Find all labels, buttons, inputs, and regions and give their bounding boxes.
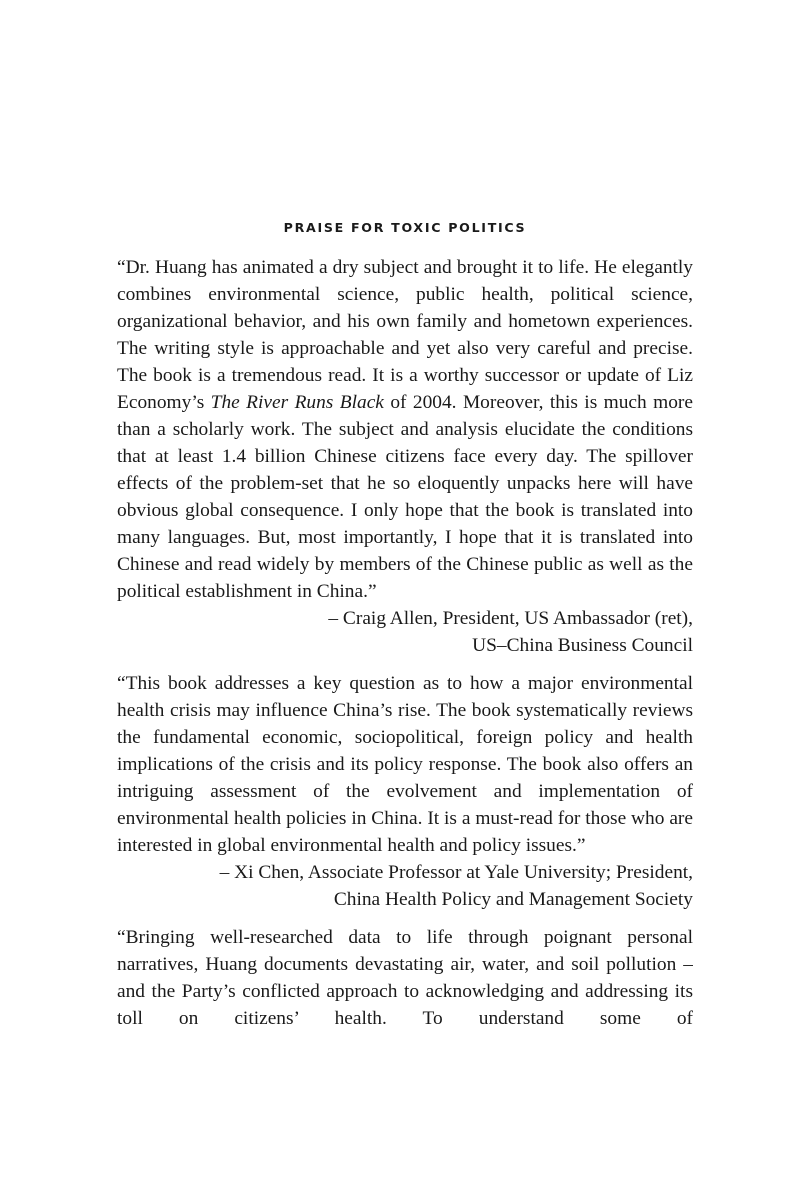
quote-text-part: “Dr. Huang has animated a dry subject and brought it to life. He elegantly combines environmental science, public health, political science, organizational behavior, and his own family and hometown experiences. The writing style is approachable and yet also very careful and precise. The book is a tremendous read. It is a worthy successor or update of Liz Economy’s [117,257,693,413]
attribution-line: – Xi Chen, Associate Professor at Yale University; President, [219,862,693,883]
page-heading: PRAISE FOR TOXIC POLITICS [283,220,527,235]
quote-attribution [117,605,693,659]
attribution-line: – Craig Allen, President, US Ambassador (ret), [328,608,693,629]
attribution-line: US–China Business Council [472,635,693,656]
quote-text: “This book addresses a key question as to how a major environmental health crisis may influence China’s rise. The book systematically reviews the fundamental economic, sociopolitical, foreign policy and health implications of the crisis and its policy response. The book also offers an intriguing assessment of the evolvement and implementation of environmental health policies in China. It is a must-read for those who are interested in global environmental health and policy issues.” [117,673,693,856]
quote-text: “Bringing well-researched data to life through poignant personal narratives, Huang documents devastating air, water, and soil pollution – and the Party’s conflicted approach to acknowledging and addressing its toll on citizens’ health. To understand some of [117,927,693,1029]
praise-quote-3 [117,924,693,1032]
book-title: The River Runs Black [210,392,384,413]
praise-page [117,218,693,1043]
quote-attribution [117,859,693,913]
attribution-line: China Health Policy and Management Society [333,889,693,910]
quote-text-part: of 2004. Moreover, this is much more than a scholarly work. The subject and analysis elucidate the conditions that at least 1.4 billion Chinese citizens face every day. The spillover effects of the problem-set that he so eloquently unpacks here will have obvious global consequence. I only hope that the book is translated into many languages. But, most importantly, I hope that it is translated into Chinese and read widely by members of the Chinese public as well as the political establishment in China.” [117,392,693,602]
praise-quote-1 [117,254,693,659]
quote-text [117,254,693,605]
praise-quote-2 [117,670,693,913]
